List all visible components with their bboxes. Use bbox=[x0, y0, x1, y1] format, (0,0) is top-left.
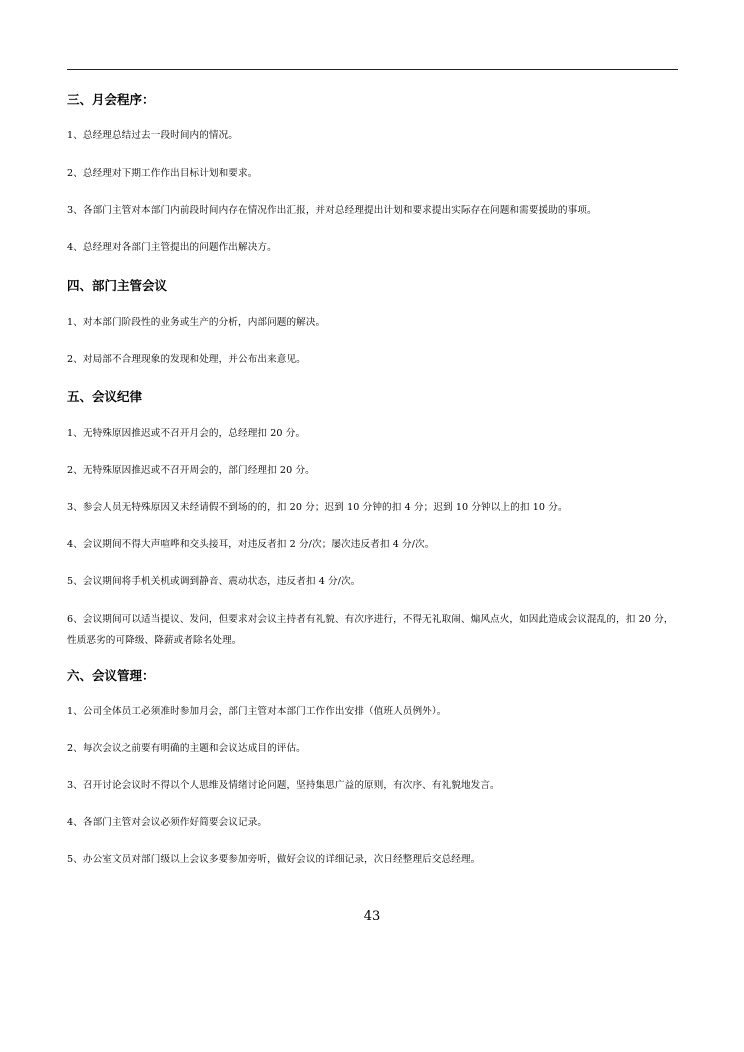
list-item: 3、参会人员无特殊原因又未经请假不到场的的，扣 20 分；迟到 10 分钟的扣 4 分；迟到 10 分钟以上的扣 10 分。 bbox=[67, 502, 568, 513]
list-item: 1、总经理总结过去一段时间内的情况。 bbox=[67, 130, 238, 141]
section-heading-4: 四、部门主管会议 bbox=[67, 278, 168, 293]
list-item: 3、召开讨论会议时不得以个人思维及情绪讨论问题，坚持集思广益的原则，有次序、有礼貌地发言。 bbox=[67, 780, 500, 791]
header-rule bbox=[67, 69, 678, 70]
list-item: 2、每次会议之前要有明确的主题和会议达成目的评估。 bbox=[67, 743, 306, 754]
list-item: 4、会议期间不得大声喧哗和交头接耳，对违反者扣 2 分/次；屡次违反者扣 4 分/次。 bbox=[67, 539, 435, 550]
list-item: 5、办公室文员对部门级以上会议多要参加旁听，做好会议的详细记录，次日经整理后交总经理。 bbox=[67, 854, 481, 865]
section-heading-5: 五、会议纪律 bbox=[67, 389, 143, 404]
list-item: 2、无特殊原因推迟或不召开周会的，部门经理扣 20 分。 bbox=[67, 465, 315, 476]
list-item: 5、会议期间将手机关机或调到静音、震动状态，违反者扣 4 分/次。 bbox=[67, 576, 361, 587]
list-item: 2、对局部不合理现象的发现和处理，并公布出来意见。 bbox=[67, 354, 306, 365]
section-heading-6: 六、会议管理： bbox=[67, 668, 155, 683]
list-item: 3、各部门主管对本部门内前段时间内存在情况作出汇报，并对总经理提出计划和要求提出实际存在问题和需要援助的事项。 bbox=[67, 205, 597, 216]
list-item: 1、公司全体员工必须准时参加月会，部门主管对本部门工作作出安排（值班人员例外）。 bbox=[67, 706, 447, 717]
list-item: 2、总经理对下期工作作出目标计划和要求。 bbox=[67, 168, 258, 179]
section-heading-3: 三、月会程序： bbox=[67, 92, 155, 107]
list-item: 1、无特殊原因推迟或不召开月会的，总经理扣 20 分。 bbox=[67, 428, 306, 439]
page-number: 43 bbox=[363, 909, 381, 924]
list-item: 1、对本部门阶段性的业务或生产的分析，内部问题的解决。 bbox=[67, 317, 326, 328]
list-item: 6、会议期间可以适当提议、发问，但要求对会议主持者有礼貌、有次序进行，不得无礼取闹、煽风点火，如因此造成会议混乱的，扣 20 分，性质恶劣的可降级、降薪或者除名处理。 bbox=[67, 614, 674, 646]
list-item: 4、各部门主管对会议必须作好简要会议记录。 bbox=[67, 817, 268, 828]
list-item: 4、总经理对各部门主管提出的问题作出解决方。 bbox=[67, 242, 277, 253]
